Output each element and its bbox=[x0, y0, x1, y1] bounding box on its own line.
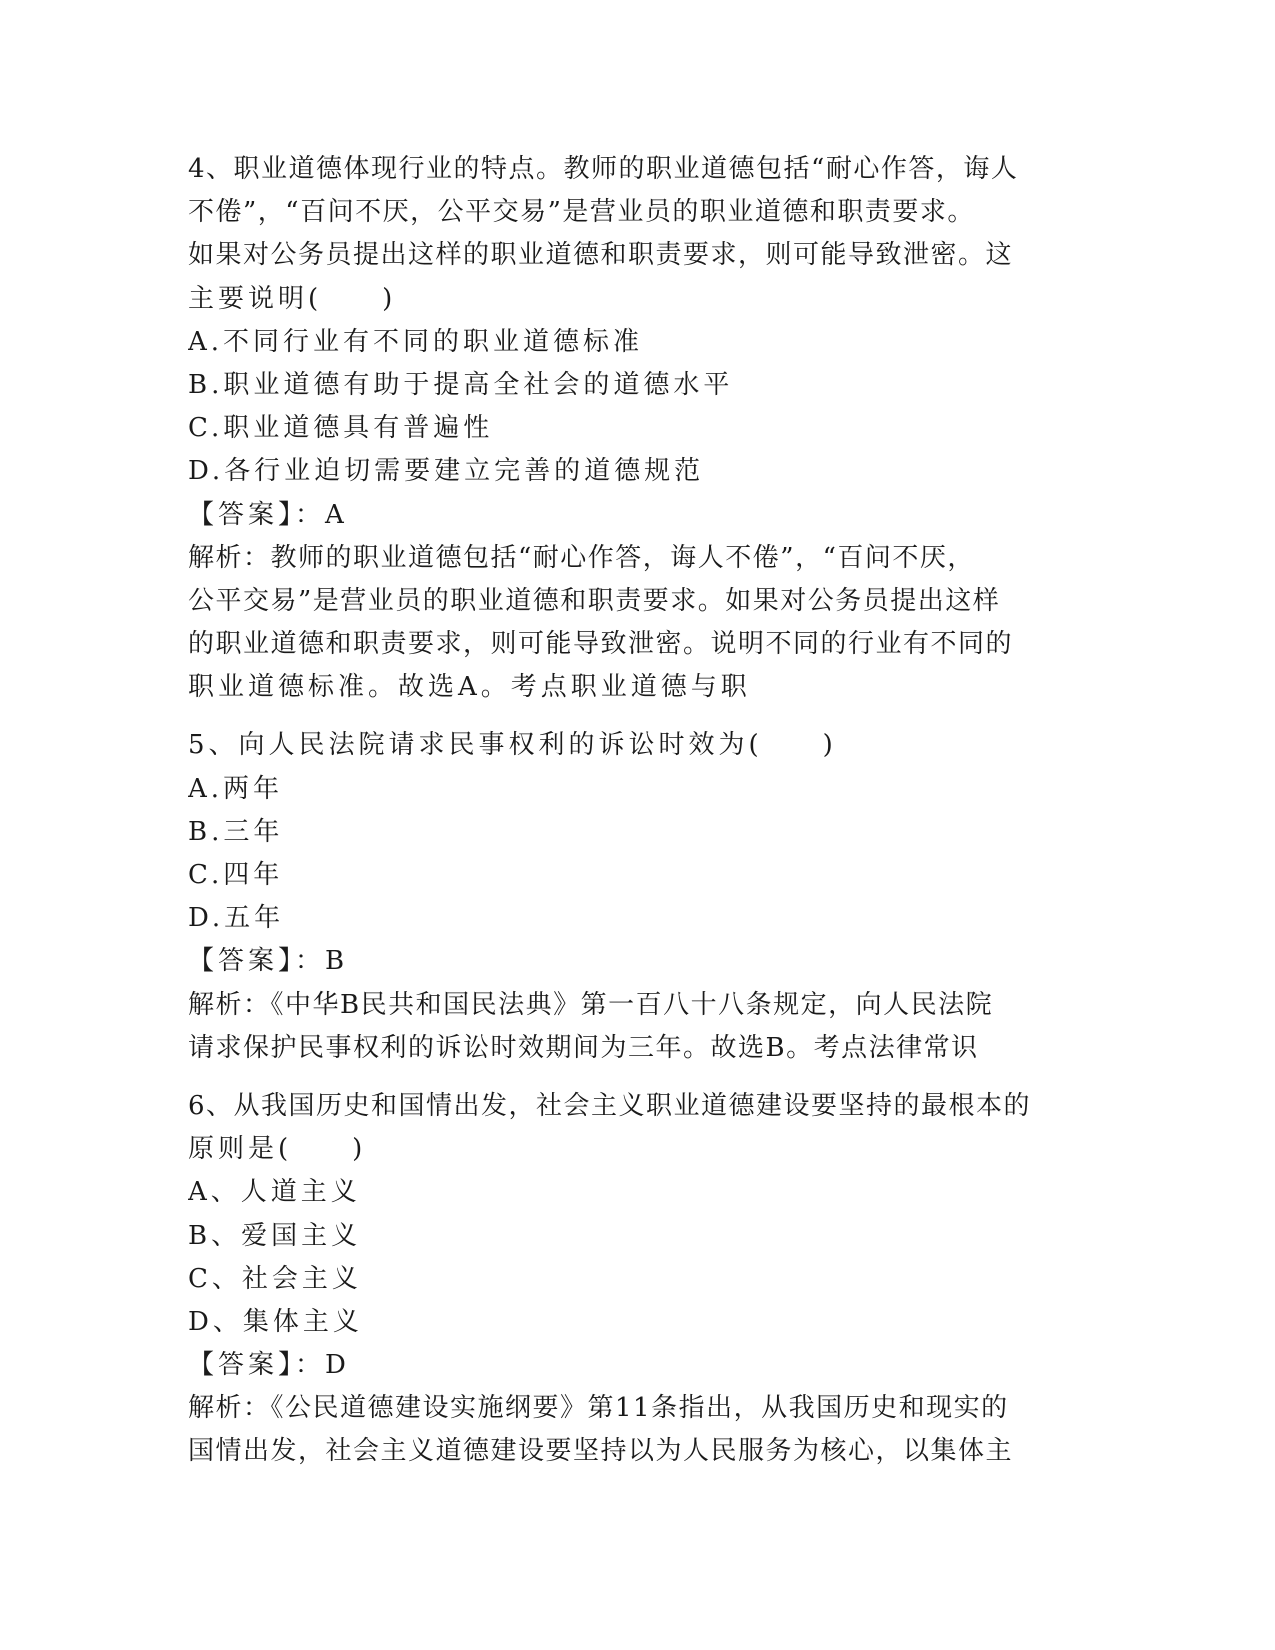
analysis-line: 解析：《公民道德建设实施纲要》第11条指出，从我国历史和现实的 bbox=[188, 1393, 1009, 1424]
answer-line: 【答案】：B bbox=[188, 946, 349, 977]
question-4 bbox=[188, 148, 1088, 709]
question-gap bbox=[188, 709, 1088, 724]
analysis-line: 的职业道德和职责要求，则可能导致泄密。说明不同的行业有不同的 bbox=[188, 629, 1014, 660]
option-c: C.职业道德具有普遍性 bbox=[188, 413, 494, 444]
question-6 bbox=[188, 1085, 1088, 1474]
option-d: D.各行业迫切需要建立完善的道德规范 bbox=[188, 456, 705, 487]
analysis-line: 解析：教师的职业道德包括“耐心作答，诲人不倦”，“百问不厌， bbox=[188, 542, 975, 573]
question-stem-line: 主要说明( ) bbox=[188, 283, 397, 314]
analysis-line: 公平交易”是营业员的职业道德和职责要求。如果对公务员提出这样 bbox=[188, 585, 1001, 616]
option-d: D、集体主义 bbox=[188, 1306, 363, 1337]
question-5 bbox=[188, 724, 1088, 1070]
option-b: B.职业道德有助于提高全社会的道德水平 bbox=[188, 369, 734, 400]
analysis-line: 职业道德标准。故选A。考点职业道德与职 bbox=[188, 672, 751, 703]
option-a: A.两年 bbox=[188, 773, 284, 804]
analysis-line: 请求保护民事权利的诉讼时效期间为三年。故选B。考点法律常识 bbox=[188, 1032, 979, 1063]
question-stem-line: 5、向人民法院请求民事权利的诉讼时效为( ) bbox=[188, 730, 837, 761]
option-b: B.三年 bbox=[188, 816, 284, 847]
page-content bbox=[188, 148, 1088, 1474]
question-stem-line: 如果对公务员提出这样的职业道德和职责要求，则可能导致泄密。这 bbox=[188, 240, 1014, 271]
question-stem-line: 6、从我国历史和国情出发，社会主义职业道德建设要坚持的最根本的 bbox=[188, 1090, 1032, 1121]
option-c: C、社会主义 bbox=[188, 1263, 362, 1294]
option-b: B、爱国主义 bbox=[188, 1220, 362, 1251]
question-stem-line: 不倦”，“百问不厌，公平交易”是营业员的职业道德和职责要求。 bbox=[188, 197, 975, 228]
question-gap bbox=[188, 1070, 1088, 1085]
analysis-line: 解析：《中华B民共和国民法典》第一百八十八条规定，向人民法院 bbox=[188, 989, 994, 1020]
analysis-line: 国情出发，社会主义道德建设要坚持以为人民服务为核心，以集体主 bbox=[188, 1436, 1014, 1467]
answer-line: 【答案】：A bbox=[188, 499, 348, 530]
answer-line: 【答案】：D bbox=[188, 1350, 350, 1381]
option-c: C.四年 bbox=[188, 860, 284, 890]
option-a: A、人道主义 bbox=[188, 1177, 361, 1208]
question-stem-line: 4、职业道德体现行业的特点。教师的职业道德包括“耐心作答，诲人 bbox=[188, 154, 1019, 184]
option-d: D.五年 bbox=[188, 903, 285, 934]
question-stem-line: 原则是( ) bbox=[188, 1134, 367, 1165]
option-a: A.不同行业有不同的职业道德标准 bbox=[188, 326, 644, 357]
